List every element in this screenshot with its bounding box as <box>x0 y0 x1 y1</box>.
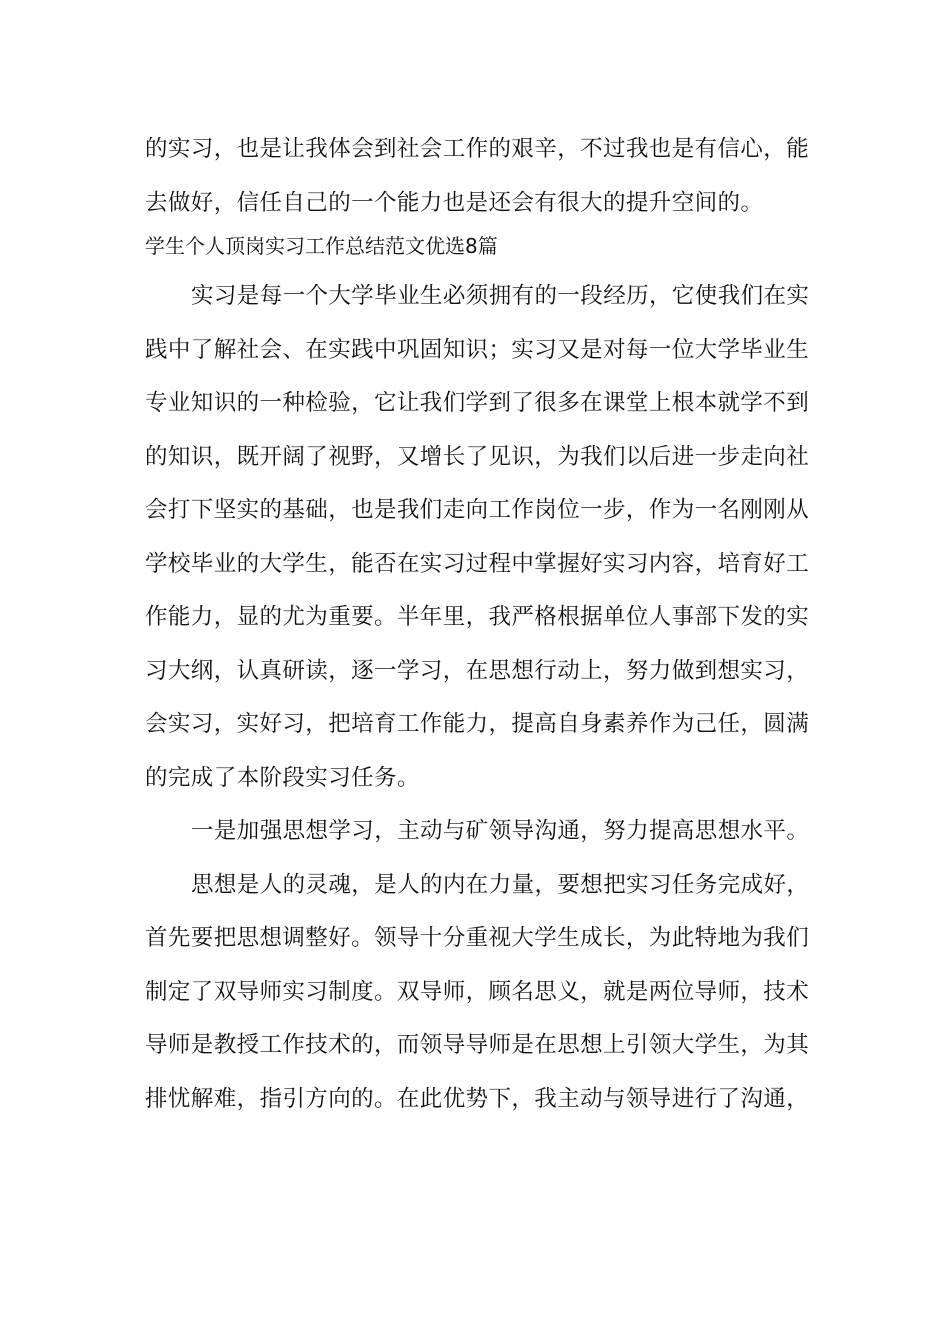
text-line: 实习是每一个大学毕业生必须拥有的一段经历，它使我们在实 <box>191 283 810 309</box>
text-line: 的实习，也是让我体会到社会工作的艰辛，不过我也是有信心，能 <box>145 136 810 162</box>
text-line: 践中了解社会、在实践中巩固知识；实习又是对每一位大学毕业生 <box>145 336 810 363</box>
section-heading: 学生个人顶岗实习工作总结范文优选8篇 <box>145 234 498 258</box>
text-line: 作能力，显的尤为重要。半年里，我严格根据单位人事部下发的实 <box>145 604 810 630</box>
text-line: 会实习，实好习，把培育工作能力，提高自身素养作为己任，圆满 <box>145 711 810 737</box>
text-line: 一是加强思想学习，主动与矿领导沟通，努力提高思想水平。 <box>191 818 810 844</box>
text-line: 学校毕业的大学生，能否在实习过程中掌握好实习内容，培育好工 <box>145 550 810 577</box>
text-line: 思想是人的灵魂，是人的内在力量，要想把实习任务完成好， <box>191 871 810 898</box>
text-line: 的完成了本阶段实习任务。 <box>145 764 420 791</box>
text-line: 的知识，既开阔了视野，又增长了见识，为我们以后进一步走向社 <box>145 443 810 470</box>
text-line: 习大纲，认真研读，逐一学习，在思想行动上，努力做到想实习， <box>145 657 810 684</box>
text-line: 制定了双导师实习制度。双导师，顾名思义，就是两位导师，技术 <box>145 978 810 1005</box>
text-line: 去做好，信任自己的一个能力也是还会有很大的提升空间的。 <box>145 189 764 216</box>
text-line: 排忧解难，指引方向的。在此优势下，我主动与领导进行了沟通， <box>145 1085 810 1112</box>
text-line: 会打下坚实的基础，也是我们走向工作岗位一步，作为一名刚刚从 <box>145 497 810 523</box>
document-body <box>145 123 810 1126</box>
text-line: 导师是教授工作技术的，而领导导师是在思想上引领大学生，为其 <box>145 1032 810 1058</box>
text-line: 专业知识的一种检验，它让我们学到了很多在课堂上根本就学不到 <box>145 390 810 416</box>
text-line: 首先要把思想调整好。领导十分重视大学生成长，为此特地为我们 <box>145 925 810 951</box>
